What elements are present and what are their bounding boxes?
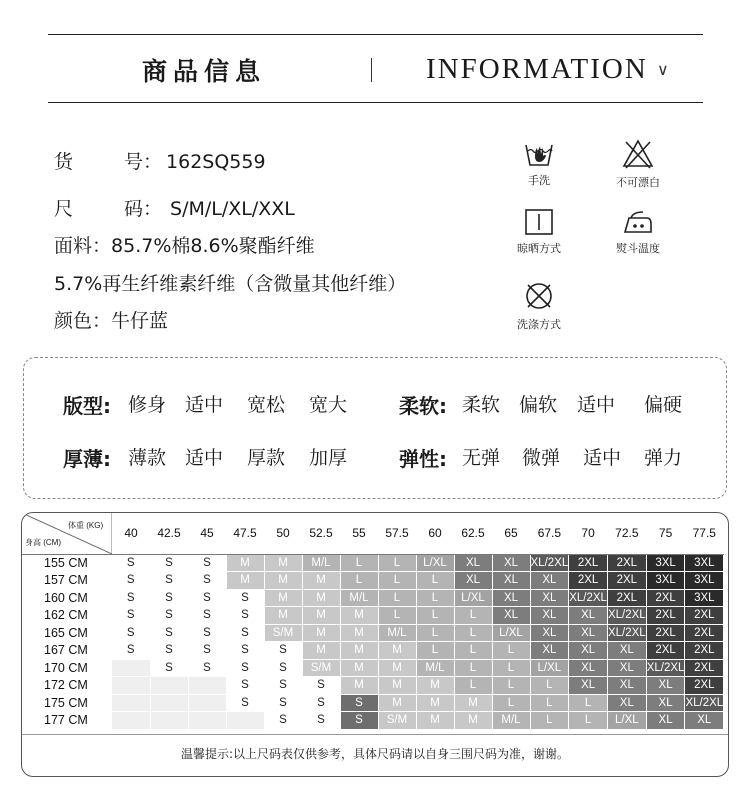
size-cell: 2XL bbox=[685, 677, 724, 695]
care-iron bbox=[601, 208, 675, 256]
size-cell: XL bbox=[492, 554, 530, 572]
iron-icon bbox=[621, 208, 655, 236]
size-cell: XL bbox=[530, 624, 569, 642]
size-cell: S bbox=[226, 589, 264, 607]
size-cell: S bbox=[264, 677, 302, 695]
weight-header-cell: 47.5 bbox=[226, 513, 264, 554]
size-line bbox=[54, 194, 295, 221]
size-cell: XL bbox=[530, 642, 569, 660]
thickness-option: 适中 bbox=[185, 443, 223, 470]
size-cell bbox=[150, 712, 188, 730]
size-cell: S bbox=[112, 572, 150, 590]
care-label: 洗涤方式 bbox=[517, 318, 561, 331]
size-cell: L bbox=[378, 607, 416, 625]
size-label-2: 码： bbox=[124, 198, 163, 220]
size-cell: L bbox=[492, 694, 530, 712]
size-cell: S bbox=[150, 589, 188, 607]
size-cell bbox=[112, 677, 150, 695]
fit-option: 宽松 bbox=[247, 394, 286, 416]
size-cell: L bbox=[492, 659, 530, 677]
height-cell: 157 CM bbox=[22, 572, 112, 590]
size-cell bbox=[226, 712, 264, 730]
weight-header-cell: 45 bbox=[188, 513, 226, 554]
color-line bbox=[54, 306, 168, 333]
height-cell: 165 CM bbox=[22, 624, 112, 642]
size-cell: M bbox=[226, 572, 264, 590]
size-cell: L/XL bbox=[416, 554, 454, 572]
weight-header-cell: 40 bbox=[112, 513, 150, 554]
size-cell: M/L bbox=[492, 712, 530, 730]
height-cell: 162 CM bbox=[22, 607, 112, 625]
size-cell: L bbox=[492, 642, 530, 660]
size-cell: 3XL bbox=[685, 572, 724, 590]
size-cell: M bbox=[302, 607, 340, 625]
size-cell: S bbox=[302, 677, 340, 695]
size-cell: S bbox=[112, 642, 150, 660]
size-cell: S bbox=[188, 589, 226, 607]
size-cell: XL/2XL bbox=[685, 694, 724, 712]
fit-option: 适中 bbox=[185, 394, 224, 416]
size-cell: S bbox=[188, 659, 226, 677]
size-cell: 2XL bbox=[646, 624, 685, 642]
size-row bbox=[22, 677, 724, 695]
size-cell: 2XL bbox=[607, 554, 646, 572]
size-cell: S bbox=[340, 712, 378, 730]
size-cell: S bbox=[150, 624, 188, 642]
weight-header-cell: 65 bbox=[492, 513, 530, 554]
size-cell: L/XL bbox=[530, 659, 569, 677]
size-cell: M/L bbox=[302, 554, 340, 572]
size-cell: L/XL bbox=[454, 589, 492, 607]
header-bottom-rule bbox=[48, 102, 703, 103]
size-cell: M bbox=[378, 659, 416, 677]
size-cell: M bbox=[264, 554, 302, 572]
header-divider bbox=[371, 58, 372, 82]
size-cell: L bbox=[378, 554, 416, 572]
size-cell: 3XL bbox=[646, 554, 685, 572]
softness-option: 适中 bbox=[577, 390, 615, 417]
size-cell bbox=[188, 677, 226, 695]
size-cell: XL bbox=[646, 694, 685, 712]
size-cell: M bbox=[264, 589, 302, 607]
softness-label: 柔软: bbox=[399, 394, 447, 418]
size-cell: M bbox=[340, 659, 378, 677]
size-cell: 3XL bbox=[685, 589, 724, 607]
height-cell: 170 CM bbox=[22, 659, 112, 677]
color-label: 颜色： bbox=[54, 310, 112, 332]
height-cell: 172 CM bbox=[22, 677, 112, 695]
size-cell: S bbox=[188, 572, 226, 590]
weight-header-cell: 55 bbox=[340, 513, 378, 554]
size-value: S/M/L/XL/XXL bbox=[170, 198, 295, 220]
weight-header-cell: 42.5 bbox=[150, 513, 188, 554]
size-cell: M bbox=[340, 677, 378, 695]
weight-header-cell: 67.5 bbox=[530, 513, 569, 554]
size-cell: S bbox=[264, 642, 302, 660]
size-cell: M/L bbox=[378, 624, 416, 642]
size-cell: S bbox=[264, 712, 302, 730]
size-row bbox=[22, 642, 724, 660]
size-cell: L bbox=[378, 572, 416, 590]
size-cell bbox=[112, 694, 150, 712]
size-cell: L bbox=[492, 677, 530, 695]
size-cell: XL bbox=[569, 659, 608, 677]
size-cell: L bbox=[416, 607, 454, 625]
hand-wash-icon bbox=[523, 140, 555, 168]
size-cell: L bbox=[454, 642, 492, 660]
care-dry-clean bbox=[502, 280, 576, 332]
size-cell: XL bbox=[530, 589, 569, 607]
size-cell: M bbox=[416, 677, 454, 695]
size-row bbox=[22, 572, 724, 590]
size-cell: M/L bbox=[416, 659, 454, 677]
no-bleach-icon bbox=[621, 138, 655, 170]
size-cell: S bbox=[112, 624, 150, 642]
thickness-label: 厚薄: bbox=[63, 447, 111, 471]
weight-header-cell: 77.5 bbox=[685, 513, 724, 554]
size-cell: XL bbox=[607, 677, 646, 695]
size-cell: S bbox=[226, 677, 264, 695]
size-cell bbox=[188, 694, 226, 712]
size-cell: M bbox=[340, 642, 378, 660]
dry-clean-icon bbox=[523, 280, 555, 312]
size-cell: S bbox=[112, 607, 150, 625]
size-cell: S bbox=[226, 624, 264, 642]
size-cell: 3XL bbox=[646, 572, 685, 590]
size-row bbox=[22, 659, 724, 677]
size-row bbox=[22, 554, 724, 572]
size-cell: S/M bbox=[264, 624, 302, 642]
size-cell: L bbox=[569, 694, 608, 712]
size-cell: XL bbox=[569, 607, 608, 625]
size-cell: XL bbox=[492, 589, 530, 607]
size-cell: XL bbox=[607, 694, 646, 712]
size-cell: S bbox=[226, 642, 264, 660]
size-cell: 2XL bbox=[685, 659, 724, 677]
drip-dry-icon bbox=[524, 208, 554, 236]
size-cell: S bbox=[226, 607, 264, 625]
size-cell: M bbox=[340, 624, 378, 642]
size-cell bbox=[112, 712, 150, 730]
size-cell: XL bbox=[492, 607, 530, 625]
size-cell: XL/2XL bbox=[530, 554, 569, 572]
size-cell: S bbox=[302, 712, 340, 730]
size-cell: S bbox=[150, 607, 188, 625]
height-cell: 167 CM bbox=[22, 642, 112, 660]
size-cell: XL bbox=[646, 677, 685, 695]
care-drip-dry bbox=[502, 208, 576, 256]
size-cell: S bbox=[188, 642, 226, 660]
fabric-label: 面料： bbox=[54, 235, 112, 257]
size-cell: 2XL bbox=[685, 607, 724, 625]
elasticity-option: 微弹 bbox=[522, 447, 561, 469]
size-row bbox=[22, 607, 724, 625]
size-cell: 2XL bbox=[646, 589, 685, 607]
size-cell: XL bbox=[685, 712, 724, 730]
softness-option: 偏软 bbox=[519, 394, 558, 416]
size-cell: M bbox=[378, 677, 416, 695]
size-cell: 2XL bbox=[607, 572, 646, 590]
size-cell: M bbox=[302, 572, 340, 590]
sku-label-2: 号： bbox=[124, 151, 163, 173]
size-cell: XL bbox=[492, 572, 530, 590]
size-table bbox=[22, 513, 724, 730]
elasticity-option: 无弹 bbox=[462, 443, 500, 470]
elasticity-option: 弹力 bbox=[644, 447, 683, 469]
size-tip: 温馨提示:以上尺码表仅供参考，具体尺码请以自身三围尺码为准，谢谢。 bbox=[22, 734, 728, 776]
size-row bbox=[22, 712, 724, 730]
thickness-option: 薄款 bbox=[128, 447, 167, 469]
height-cell: 160 CM bbox=[22, 589, 112, 607]
size-row bbox=[22, 624, 724, 642]
weight-header-cell: 72.5 bbox=[607, 513, 646, 554]
size-cell: L bbox=[454, 607, 492, 625]
size-cell: L bbox=[416, 624, 454, 642]
size-cell: S bbox=[188, 554, 226, 572]
height-cell: 155 CM bbox=[22, 554, 112, 572]
size-cell: M bbox=[302, 589, 340, 607]
size-cell: 2XL bbox=[607, 589, 646, 607]
size-cell: 3XL bbox=[685, 554, 724, 572]
size-cell: M bbox=[302, 624, 340, 642]
size-cell: XL bbox=[607, 642, 646, 660]
size-cell: L bbox=[378, 589, 416, 607]
size-cell bbox=[112, 659, 150, 677]
size-cell: 2XL bbox=[569, 572, 608, 590]
size-cell: XL bbox=[454, 572, 492, 590]
size-cell: XL/2XL bbox=[646, 659, 685, 677]
size-cell: S/M bbox=[378, 712, 416, 730]
thickness-option: 厚款 bbox=[247, 447, 286, 469]
size-cell bbox=[188, 712, 226, 730]
size-cell: L bbox=[454, 624, 492, 642]
weight-header-cell: 52.5 bbox=[302, 513, 340, 554]
sku-label-1: 货 bbox=[54, 151, 74, 173]
color-value: 牛仔蓝 bbox=[111, 310, 169, 332]
care-label: 熨斗温度 bbox=[616, 242, 660, 255]
size-cell: S bbox=[150, 659, 188, 677]
size-cell: S bbox=[264, 659, 302, 677]
care-label: 晾晒方式 bbox=[517, 242, 561, 255]
weight-header-cell: 50 bbox=[264, 513, 302, 554]
header-top-rule bbox=[48, 34, 703, 35]
size-cell: 2XL bbox=[646, 642, 685, 660]
fit-option: 宽大 bbox=[309, 394, 348, 416]
size-cell: S bbox=[226, 659, 264, 677]
size-cell: S bbox=[112, 589, 150, 607]
size-cell: L bbox=[416, 589, 454, 607]
size-cell: S bbox=[264, 694, 302, 712]
size-cell: S bbox=[188, 624, 226, 642]
weight-header-cell: 75 bbox=[646, 513, 685, 554]
size-cell: S bbox=[340, 694, 378, 712]
size-cell: M bbox=[416, 694, 454, 712]
softness-option: 偏硬 bbox=[644, 394, 683, 416]
size-label-1: 尺 bbox=[54, 198, 74, 220]
height-cell: 177 CM bbox=[22, 712, 112, 730]
size-cell: XL bbox=[530, 572, 569, 590]
size-cell: S bbox=[150, 572, 188, 590]
header-title-cn: 商品信息 bbox=[142, 57, 267, 86]
size-cell: L bbox=[530, 694, 569, 712]
weight-header-cell: 62.5 bbox=[454, 513, 492, 554]
sku-value: 162SQ559 bbox=[166, 151, 266, 173]
size-chart bbox=[21, 512, 729, 777]
elasticity-label: 弹性: bbox=[399, 447, 447, 471]
size-cell: L bbox=[416, 642, 454, 660]
size-cell bbox=[150, 694, 188, 712]
care-label: 手洗 bbox=[528, 174, 550, 187]
size-cell: M bbox=[378, 642, 416, 660]
fabric-value: 85.7%棉8.6%聚酯纤维 bbox=[111, 235, 315, 257]
weight-header-cell: 60 bbox=[416, 513, 454, 554]
fit-option: 修身 bbox=[128, 390, 166, 417]
weight-header-cell: 70 bbox=[569, 513, 608, 554]
size-cell: XL/2XL bbox=[607, 607, 646, 625]
weight-header-cell: 57.5 bbox=[378, 513, 416, 554]
size-cell: M bbox=[264, 572, 302, 590]
size-cell: XL bbox=[569, 642, 608, 660]
size-cell: 2XL bbox=[685, 624, 724, 642]
size-table-header bbox=[22, 513, 724, 554]
size-cell: L bbox=[454, 677, 492, 695]
size-cell: L/XL bbox=[607, 712, 646, 730]
care-no-bleach bbox=[601, 138, 675, 190]
size-cell: L bbox=[569, 712, 608, 730]
header-title-en: INFORMATION bbox=[426, 53, 648, 85]
size-cell: M bbox=[454, 712, 492, 730]
size-cell: L bbox=[416, 572, 454, 590]
size-cell: 2XL bbox=[646, 607, 685, 625]
size-cell: 2XL bbox=[685, 642, 724, 660]
size-cell: XL bbox=[607, 659, 646, 677]
softness-option: 柔软 bbox=[462, 394, 501, 416]
size-cell: S bbox=[188, 607, 226, 625]
size-cell: XL bbox=[454, 554, 492, 572]
height-cell: 175 CM bbox=[22, 694, 112, 712]
elasticity-option: 适中 bbox=[583, 447, 622, 469]
size-cell: XL/2XL bbox=[569, 589, 608, 607]
fabric-line bbox=[54, 231, 315, 258]
size-cell: L bbox=[340, 572, 378, 590]
size-cell: S bbox=[150, 554, 188, 572]
care-hand-wash bbox=[502, 140, 576, 188]
size-cell: M bbox=[302, 642, 340, 660]
size-cell: L/XL bbox=[492, 624, 530, 642]
size-cell: L bbox=[340, 554, 378, 572]
fit-label: 版型: bbox=[63, 394, 111, 418]
size-cell: S bbox=[302, 694, 340, 712]
size-cell: M bbox=[226, 554, 264, 572]
chevron-down-icon: ∨ bbox=[657, 60, 669, 79]
fabric-line-2: 5.7%再生纤维素纤维（含微量其他纤维） bbox=[54, 273, 407, 295]
weight-header: 体重 (KG) bbox=[68, 521, 104, 530]
size-cell: L bbox=[530, 712, 569, 730]
size-row bbox=[22, 589, 724, 607]
size-cell: M bbox=[378, 694, 416, 712]
size-cell: S bbox=[112, 554, 150, 572]
size-cell: XL bbox=[530, 607, 569, 625]
size-cell: S/M bbox=[302, 659, 340, 677]
thickness-option: 加厚 bbox=[309, 447, 348, 469]
size-cell: XL bbox=[569, 624, 608, 642]
size-cell: M bbox=[264, 607, 302, 625]
care-label: 不可漂白 bbox=[616, 176, 660, 189]
size-cell: XL bbox=[569, 677, 608, 695]
size-cell: S bbox=[226, 694, 264, 712]
size-cell bbox=[150, 677, 188, 695]
size-cell: S bbox=[150, 642, 188, 660]
size-cell: M/L bbox=[340, 589, 378, 607]
height-header: 身高 (CM) bbox=[25, 538, 61, 547]
size-cell: XL/2XL bbox=[607, 624, 646, 642]
sku-line bbox=[54, 147, 266, 174]
size-cell: M bbox=[454, 694, 492, 712]
size-row bbox=[22, 694, 724, 712]
size-cell: L bbox=[454, 659, 492, 677]
size-cell: L bbox=[530, 677, 569, 695]
size-cell: XL bbox=[646, 712, 685, 730]
size-cell: 2XL bbox=[569, 554, 608, 572]
property-panel bbox=[23, 357, 727, 499]
size-cell: M bbox=[416, 712, 454, 730]
size-cell: M bbox=[340, 607, 378, 625]
